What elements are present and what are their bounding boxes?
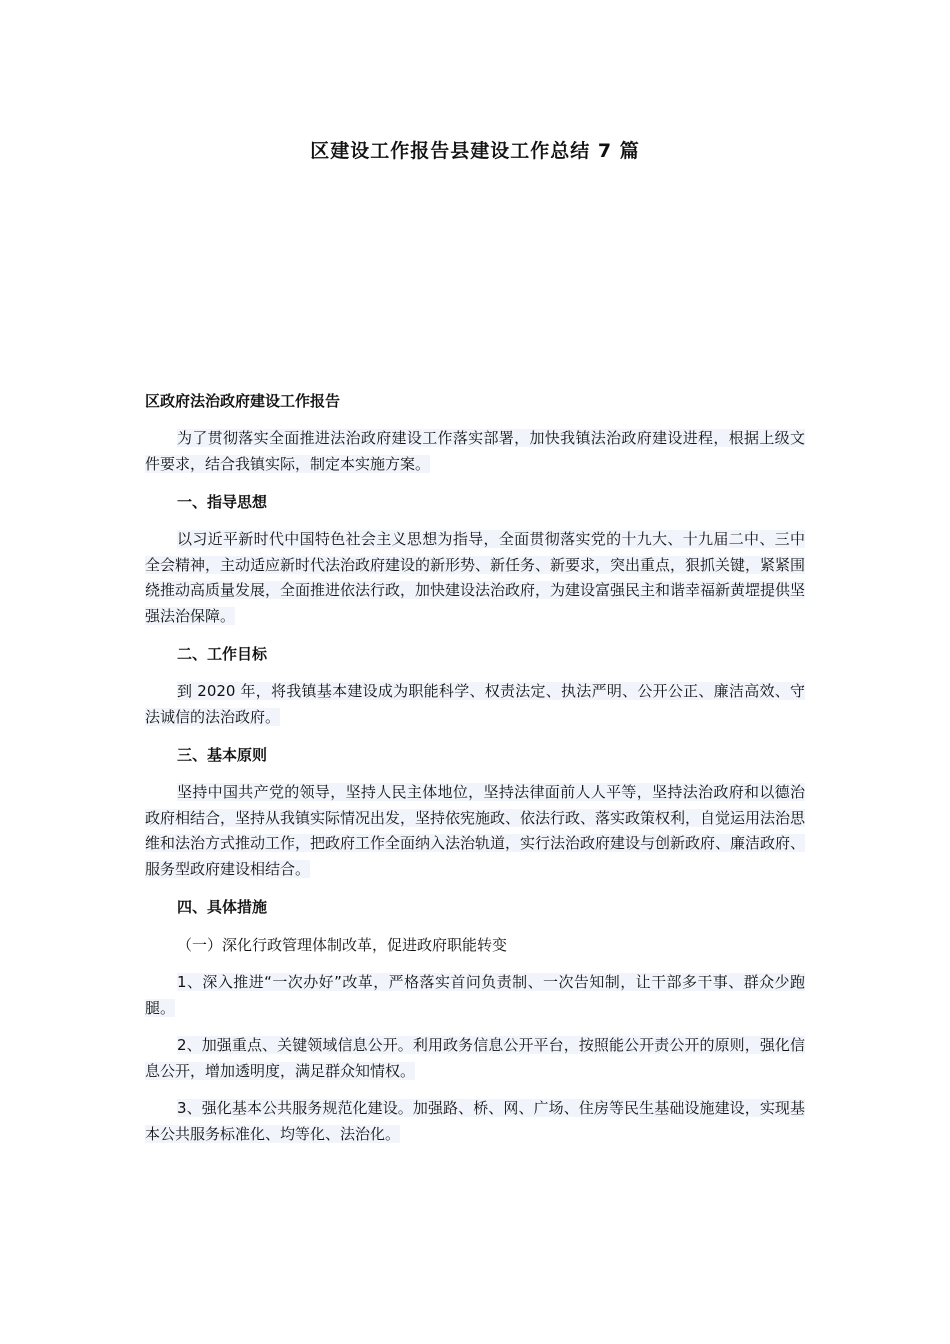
heading-specific-measures: 四、具体措施 <box>177 898 268 916</box>
intro-paragraph <box>145 426 805 477</box>
heading-basic-principles: 三、基本原则 <box>177 746 268 764</box>
section-title: 区政府法治政府建设工作报告 <box>145 392 341 410</box>
list-item-3-text: 3、强化基本公共服务规范化建设。加强路、桥、网、广场、住房等民生基础设施建设，实现基本公共服务标准化、均等化、法治化。 <box>145 1099 805 1143</box>
heading-guiding-ideology: 一、指导思想 <box>177 493 268 511</box>
intro-text: 为了贯彻落实全面推进法治政府建设工作落实部署，加快我镇法治政府建设进程，根据上级文件要求，结合我镇实际，制定本实施方案。 <box>145 429 805 473</box>
paragraph-work-goals <box>145 679 805 730</box>
heading-work-goals: 二、工作目标 <box>177 645 268 663</box>
list-item-2-text: 2、加强重点、关键领域信息公开。利用政务信息公开平台，按照能公开责公开的原则，强化信息公开，增加透明度，满足群众知情权。 <box>145 1036 805 1080</box>
list-item-2 <box>145 1033 805 1084</box>
document-body <box>145 388 805 1159</box>
subheading-admin-reform <box>145 932 805 958</box>
subheading-admin-reform-text: （一）深化行政管理体制改革，促进政府职能转变 <box>177 936 508 954</box>
paragraph-guiding-ideology-text: 以习近平新时代中国特色社会主义思想为指导，全面贯彻落实党的十九大、十九届二中、三中全会精神，主动适应新时代法治政府建设的新形势、新任务、新要求，突出重点，狠抓关键，紧紧围绕推动高质量发展，全面推进依法行政，加快建设法治政府，为建设富强民主和谐幸福新黄堽提供坚强法治保障。 <box>145 530 806 625</box>
list-item-1 <box>145 970 805 1021</box>
paragraph-work-goals-text: 到 2020 年，将我镇基本建设成为职能科学、权责法定、执法严明、公开公正、廉洁高效、守法诚信的法治政府。 <box>145 682 805 726</box>
paragraph-basic-principles <box>145 780 805 882</box>
list-item-1-text: 1、深入推进“一次办好”改革，严格落实首问负责制、一次告知制，让干部多干事、群众少跑腿。 <box>145 973 805 1017</box>
paragraph-guiding-ideology <box>145 527 805 629</box>
list-item-3 <box>145 1096 805 1147</box>
document-title: 区建设工作报告县建设工作总结 7 篇 <box>310 140 640 162</box>
paragraph-basic-principles-text: 坚持中国共产党的领导，坚持人民主体地位，坚持法律面前人人平等，坚持法治政府和以德治政府相结合，坚持从我镇实际情况出发，坚持依宪施政、依法行政、落实政策权利，自觉运用法治思维和法治方式推动工作，把政府工作全面纳入法治轨道，实行法治政府建设与创新政府、廉洁政府、服务型政府建设相结合。 <box>145 783 806 878</box>
